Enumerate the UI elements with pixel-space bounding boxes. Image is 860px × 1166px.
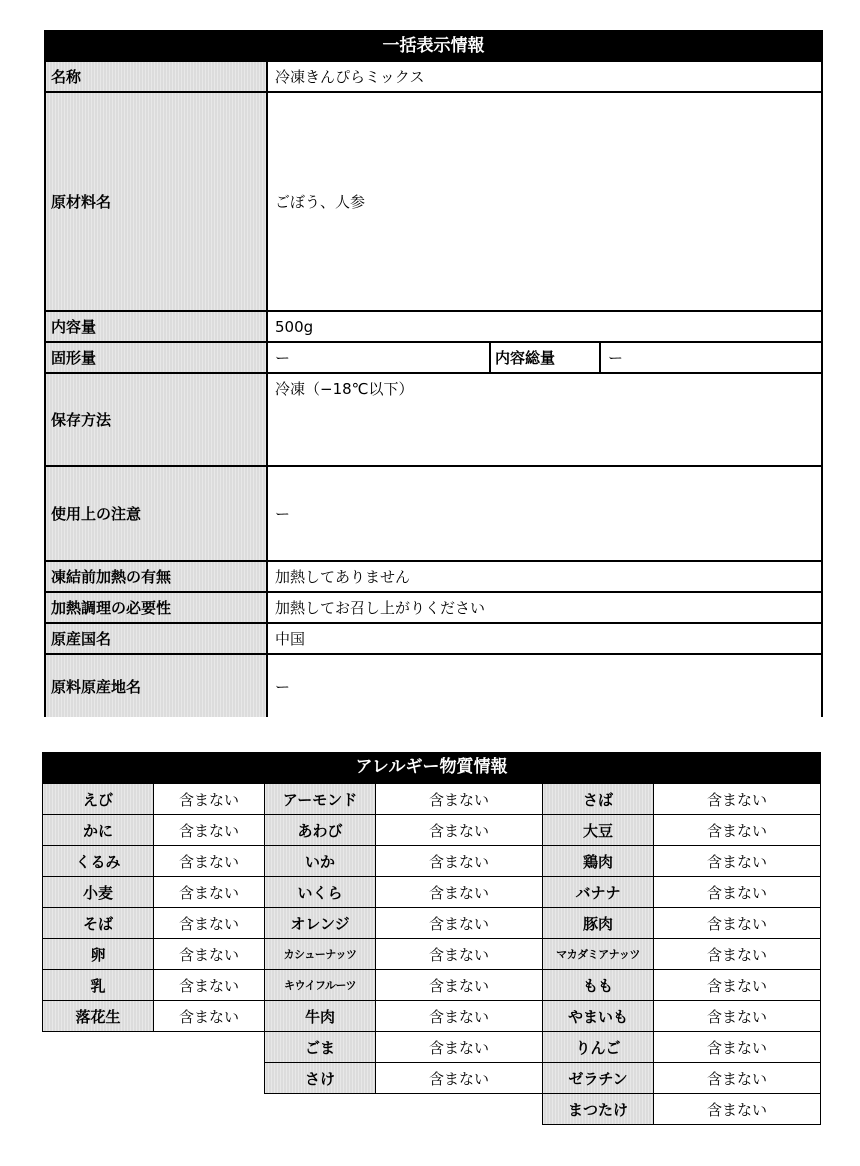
allergen-name: ごま: [264, 1031, 376, 1063]
allergen-status: 含まない: [153, 783, 265, 815]
origin-label: 原産国名: [46, 624, 268, 653]
row-preheat: [46, 562, 821, 593]
material-origin-label: 原料原産地名: [46, 655, 268, 717]
allergen-status: 含まない: [375, 969, 543, 1001]
allergen-name: さけ: [264, 1062, 376, 1094]
row-solid: [46, 343, 821, 374]
storage-label: 保存方法: [46, 374, 268, 465]
allergen-status: 含まない: [153, 845, 265, 877]
storage-value: 冷凍（−18℃以下）: [275, 380, 414, 398]
allergen-status: 含まない: [375, 1062, 543, 1094]
allergen-name: カシューナッツ: [264, 938, 376, 970]
product-label-table: [44, 30, 823, 717]
allergen-status: 含まない: [375, 814, 543, 846]
allergen-status: 含まない: [653, 1093, 821, 1125]
material-origin-value: ー: [275, 677, 291, 696]
label-header: 一括表示情報: [44, 30, 823, 62]
total-label: 内容総量: [489, 343, 601, 372]
allergen-status: 含まない: [153, 876, 265, 908]
allergen-name: 豚肉: [542, 907, 654, 939]
allergen-status: 含まない: [375, 1000, 543, 1032]
allergen-name: 小麦: [42, 876, 154, 908]
allergen-name: 落花生: [42, 1000, 154, 1032]
allergen-name: オレンジ: [264, 907, 376, 939]
row-storage: [46, 374, 821, 467]
row-caution: [46, 467, 821, 562]
allergen-status: 含まない: [653, 876, 821, 908]
allergen-status: 含まない: [653, 1062, 821, 1094]
content-label: 内容量: [46, 312, 268, 341]
content-value: 500g: [275, 317, 314, 336]
preheat-label: 凍結前加熱の有無: [46, 562, 268, 591]
allergen-status: 含まない: [153, 814, 265, 846]
allergen-name: かに: [42, 814, 154, 846]
allergen-name: やまいも: [542, 1000, 654, 1032]
allergen-name: もも: [542, 969, 654, 1001]
allergen-status: 含まない: [653, 907, 821, 939]
allergen-status: 含まない: [375, 938, 543, 970]
allergen-status: 含まない: [153, 938, 265, 970]
row-cooking: [46, 593, 821, 624]
ingredients-value: ごぼう、人参: [275, 193, 366, 211]
allergen-header: アレルギー物質情報: [42, 752, 821, 783]
allergen-name: あわび: [264, 814, 376, 846]
row-ingredients: [46, 93, 821, 312]
allergen-status: 含まない: [375, 907, 543, 939]
allergen-name: いか: [264, 845, 376, 877]
allergen-name: ゼラチン: [542, 1062, 654, 1094]
preheat-value: 加熱してありません: [275, 568, 411, 586]
row-material-origin: [46, 655, 821, 717]
allergen-status: 含まない: [653, 783, 821, 815]
allergen-status: 含まない: [653, 1031, 821, 1063]
cooking-value: 加熱してお召し上がりください: [275, 599, 486, 617]
allergen-status: 含まない: [153, 969, 265, 1001]
allergen-name: えび: [42, 783, 154, 815]
allergen-status: 含まない: [653, 1000, 821, 1032]
cooking-label: 加熱調理の必要性: [46, 593, 268, 622]
ingredients-label: 原材料名: [46, 93, 268, 310]
allergen-status: 含まない: [375, 1031, 543, 1063]
allergen-status: 含まない: [375, 876, 543, 908]
solid-label: 固形量: [46, 343, 268, 372]
allergen-status: 含まない: [653, 845, 821, 877]
allergen-status: 含まない: [653, 814, 821, 846]
allergen-name: バナナ: [542, 876, 654, 908]
row-content: [46, 312, 821, 343]
allergen-name: いくら: [264, 876, 376, 908]
solid-value: ー: [275, 349, 291, 367]
allergen-name: マカダミアナッツ: [542, 938, 654, 970]
allergen-name: アーモンド: [264, 783, 376, 815]
allergen-name: くるみ: [42, 845, 154, 877]
allergen-name: 大豆: [542, 814, 654, 846]
caution-value: ー: [275, 505, 291, 523]
total-value: ー: [608, 349, 624, 367]
allergen-status: 含まない: [653, 969, 821, 1001]
allergen-name: 卵: [42, 938, 154, 970]
allergen-name: 乳: [42, 969, 154, 1001]
allergen-name: 鶏肉: [542, 845, 654, 877]
allergen-status: 含まない: [653, 938, 821, 970]
caution-label: 使用上の注意: [46, 467, 268, 560]
row-origin: [46, 624, 821, 655]
allergen-name: 牛肉: [264, 1000, 376, 1032]
allergen-name: りんご: [542, 1031, 654, 1063]
name-label: 名称: [46, 62, 268, 91]
name-value: 冷凍きんぴらミックス: [275, 68, 425, 86]
allergen-status: 含まない: [375, 783, 543, 815]
label-body: [44, 62, 823, 717]
allergen-status: 含まない: [153, 907, 265, 939]
origin-value: 中国: [275, 630, 306, 648]
allergen-name: まつたけ: [542, 1093, 654, 1125]
allergen-status: 含まない: [153, 1000, 265, 1032]
solid-split: [268, 343, 821, 372]
allergen-name: キウイフルーツ: [264, 969, 376, 1001]
row-name: [46, 62, 821, 93]
allergen-name: そば: [42, 907, 154, 939]
allergen-name: さば: [542, 783, 654, 815]
allergen-status: 含まない: [375, 845, 543, 877]
